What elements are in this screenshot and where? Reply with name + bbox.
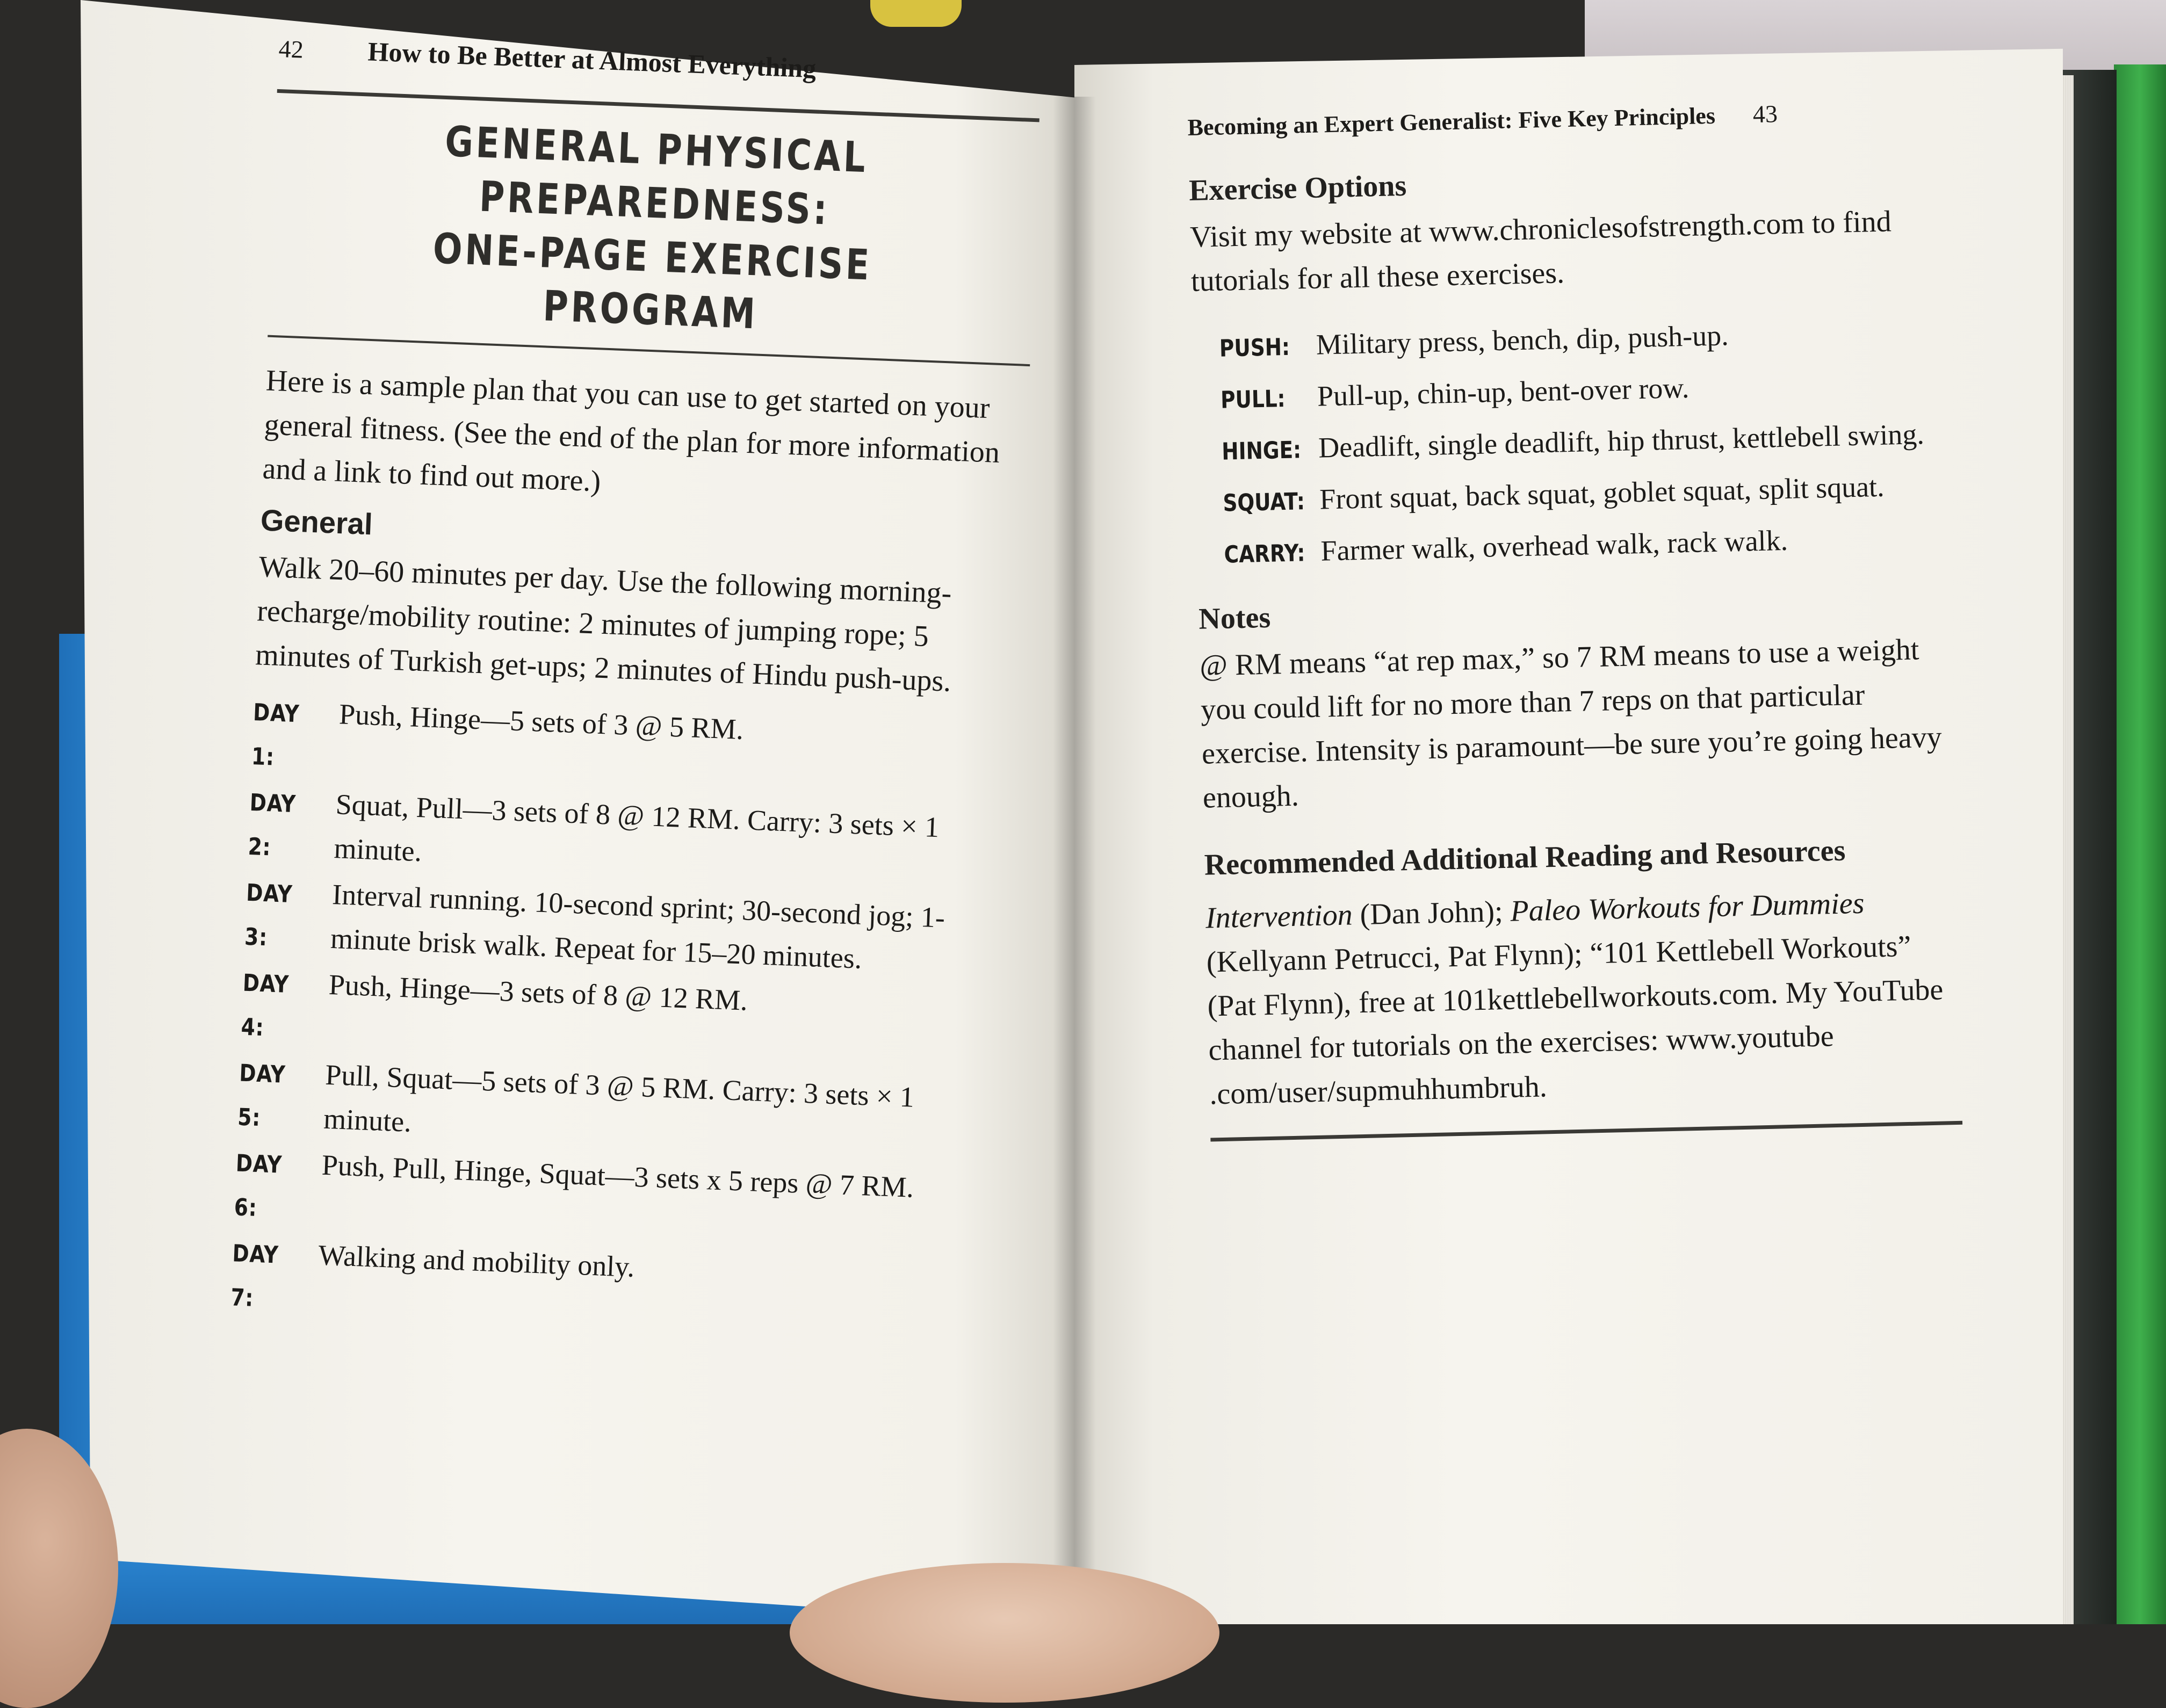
reading-heading: Recommended Additional Reading and Resources [1204,834,1846,882]
movement-text: Military press, bench, dip, push-up. [1316,319,1729,361]
movement-label: HINGE: [1221,436,1302,466]
right-running-head-title: Becoming an Expert Generalist: Five Key Principles [1187,102,1716,141]
program-title-line1: GENERAL PHYSICAL PREPAREDNESS: [444,118,869,235]
notes-paragraph: @ RM means “at rep max,” so 7 RM means to use a weight you could lift for no more than 7 reps on that particular exercise. Intensity is paramount—be sure you’re going heavy enough. [1199,633,1943,815]
exercise-options-paragraph: Visit my website at www.chroniclesofstrength.com to find tutorials for all these exercises. [1189,205,1892,298]
day-list [230,689,1016,1349]
right-page-number: 43 [1752,100,1778,128]
reading-text-2: (Kellyann Petrucci, Pat Flynn); “101 Kettlebell Workouts” (Pat Flynn), free at 101kettlebellworkouts.com. My YouTube channel for tutorials on the exercises: www.youtube .com/user/supmuhhumbruh. [1206,929,1944,1111]
intro-paragraph: Here is a sample plan that you can use to get started on your general fitness. (See the end of the plan for more information and a link to find out more.) [262,364,1001,498]
movement-label: SQUAT: [1222,488,1305,517]
day-label: DAY 6: [233,1149,283,1222]
right-page-content [1187,96,1962,1141]
reading-title-intervention: Intervention [1205,898,1353,935]
movement-label: PULL: [1220,385,1286,414]
day-text: Pull, Squat—5 sets of 3 @ 5 RM. Carry: 3 sets × 1 minute. [323,1059,915,1139]
day-text: Push, Hinge—3 sets of 8 @ 12 RM. [328,968,748,1017]
movement-text: Pull-up, chin-up, bent-over row. [1317,371,1690,412]
day-label: DAY 5: [237,1059,286,1132]
left-page-number: 42 [278,34,304,63]
reading-title-paleo: Paleo Workouts for Dummies [1510,886,1865,928]
day-text: Squat, Pull—3 sets of 8 @ 12 RM. Carry: 3 sets × 1 minute. [333,788,940,868]
day-text: Walking and mobility only. [317,1239,636,1284]
movement-label: PUSH: [1219,333,1290,363]
book-gutter [1053,97,1096,1624]
day-text: Push, Hinge—5 sets of 3 @ 5 RM. [338,698,745,746]
day-label: DAY 2: [247,789,297,862]
day-label: DAY 3: [244,879,293,952]
background-green-object [2114,64,2166,1624]
background-yellow-object [870,0,962,27]
movement-text: Deadlift, single deadlift, hip thrust, kettlebell swing. [1318,418,1925,464]
movement-list [1192,306,1950,581]
reading-text-1: (Dan John); [1352,894,1511,932]
day-label: DAY 7: [230,1240,279,1313]
general-heading: General [259,503,373,541]
day-text: Push, Pull, Hinge, Squat—3 sets x 5 reps @ 7 RM. [321,1148,915,1204]
program-title [337,112,970,350]
left-running-head [278,32,1042,92]
exercise-options-heading: Exercise Options [1188,169,1407,207]
thumb [790,1563,1219,1703]
left-page-content [230,32,1042,1349]
movement-label: CARRY: [1224,539,1305,569]
movement-text: Front squat, back squat, goblet squat, split squat. [1319,470,1885,516]
movement-text: Farmer walk, overhead walk, rack walk. [1320,524,1788,567]
day-text: Interval running. 10-second sprint; 30-second jog; 1-minute brisk walk. Repeat for 15–20 minutes. [330,878,946,975]
reading-paragraph [1205,879,1962,1117]
day-label: DAY 4: [240,969,290,1042]
left-running-head-title: How to Be Better at Almost Everything [367,36,817,84]
notes-heading: Notes [1198,600,1271,636]
day-label: DAY 1: [251,699,300,771]
general-paragraph: Walk 20–60 minutes per day. Use the following morning-recharge/mobility routine: 2 minutes of jumping rope; 5 minutes of Turkish get-ups; 2 minutes of Hindu push-ups. [255,550,952,699]
program-title-line2: ONE-PAGE EXERCISE PROGRAM [432,224,873,339]
